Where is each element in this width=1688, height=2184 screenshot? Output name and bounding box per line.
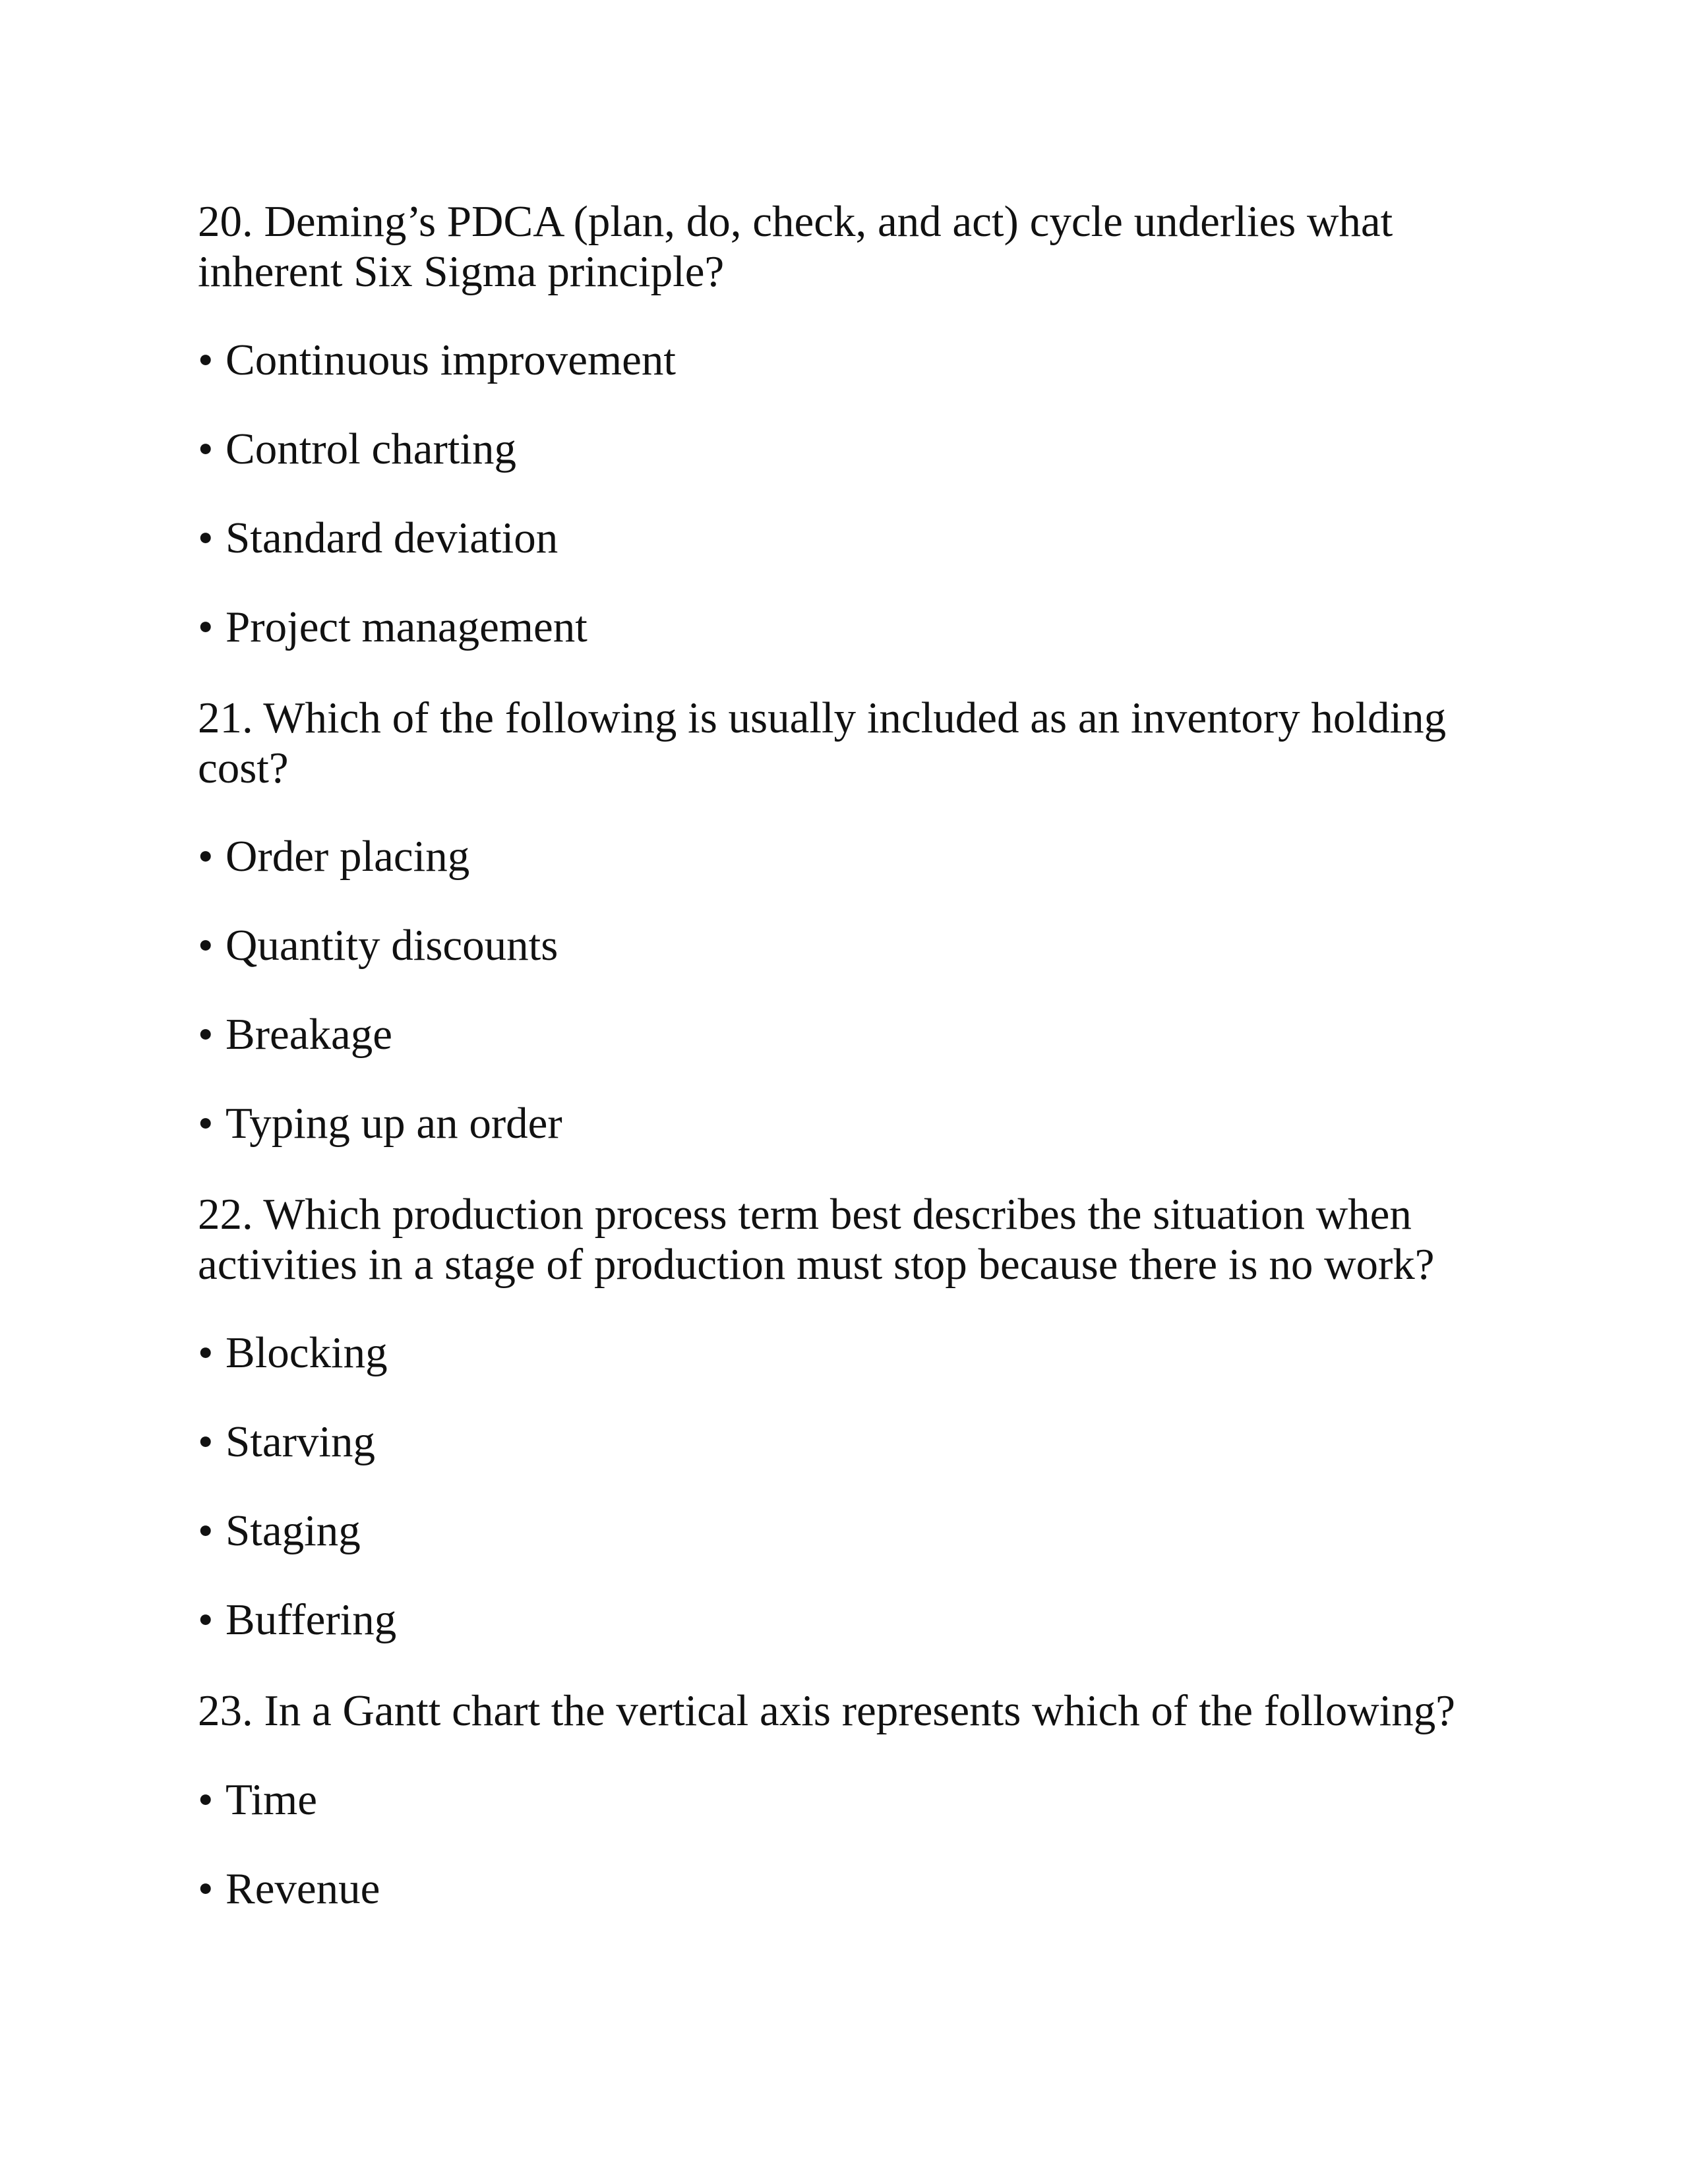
bullet-icon: •	[198, 832, 214, 881]
option-q20-a	[198, 335, 676, 385]
option-q23-b	[198, 1864, 380, 1914]
bullet-icon: •	[198, 1010, 214, 1059]
bullet-icon: •	[198, 1506, 214, 1555]
bullet-icon: •	[198, 1595, 214, 1644]
option-label: Standard deviation	[226, 514, 558, 562]
option-label: Starving	[226, 1417, 376, 1466]
bullet-icon: •	[198, 1417, 214, 1466]
option-q21-b	[198, 920, 558, 970]
option-q20-d	[198, 602, 588, 652]
bullet-icon: •	[198, 1328, 214, 1377]
option-label: Quantity discounts	[226, 921, 558, 970]
option-q21-c	[198, 1009, 392, 1059]
option-label: Continuous improvement	[226, 336, 676, 384]
question-21-text-line-2: cost?	[198, 744, 289, 792]
option-label: Blocking	[226, 1328, 388, 1377]
bullet-icon: •	[198, 1864, 214, 1913]
option-q22-a	[198, 1328, 388, 1378]
option-label: Time	[226, 1775, 318, 1824]
option-label: Control charting	[226, 425, 516, 473]
option-q20-c	[198, 513, 558, 563]
option-q22-c	[198, 1506, 361, 1556]
bullet-icon: •	[198, 1099, 214, 1148]
bullet-icon: •	[198, 921, 214, 970]
option-q21-d	[198, 1098, 562, 1148]
question-22-text-line-1: 22. Which production process term best describes the situation when	[198, 1190, 1412, 1239]
question-20-text-line-2: inherent Six Sigma principle?	[198, 247, 725, 296]
option-q22-b	[198, 1417, 375, 1467]
option-label: Breakage	[226, 1010, 392, 1059]
option-label: Order placing	[226, 832, 470, 881]
question-21-text-line-1: 21. Which of the following is usually included as an inventory holding	[198, 694, 1447, 742]
option-q21-a	[198, 831, 469, 881]
bullet-icon: •	[198, 514, 214, 562]
bullet-icon: •	[198, 425, 214, 473]
option-q20-b	[198, 424, 516, 474]
option-label: Typing up an order	[226, 1099, 562, 1148]
option-q23-a	[198, 1775, 317, 1825]
option-label: Staging	[226, 1506, 361, 1555]
bullet-icon: •	[198, 1775, 214, 1824]
question-23-text-line-1: 23. In a Gantt chart the vertical axis represents which of the following?	[198, 1686, 1455, 1735]
option-label: Buffering	[226, 1595, 397, 1644]
option-label: Revenue	[226, 1864, 380, 1913]
bullet-icon: •	[198, 603, 214, 651]
bullet-icon: •	[198, 336, 214, 384]
question-20-text-line-1: 20. Deming’s PDCA (plan, do, check, and act) cycle underlies what	[198, 197, 1393, 246]
option-label: Project management	[226, 603, 588, 651]
option-q22-d	[198, 1595, 396, 1645]
question-22-text-line-2: activities in a stage of production must stop because there is no work?	[198, 1240, 1435, 1289]
